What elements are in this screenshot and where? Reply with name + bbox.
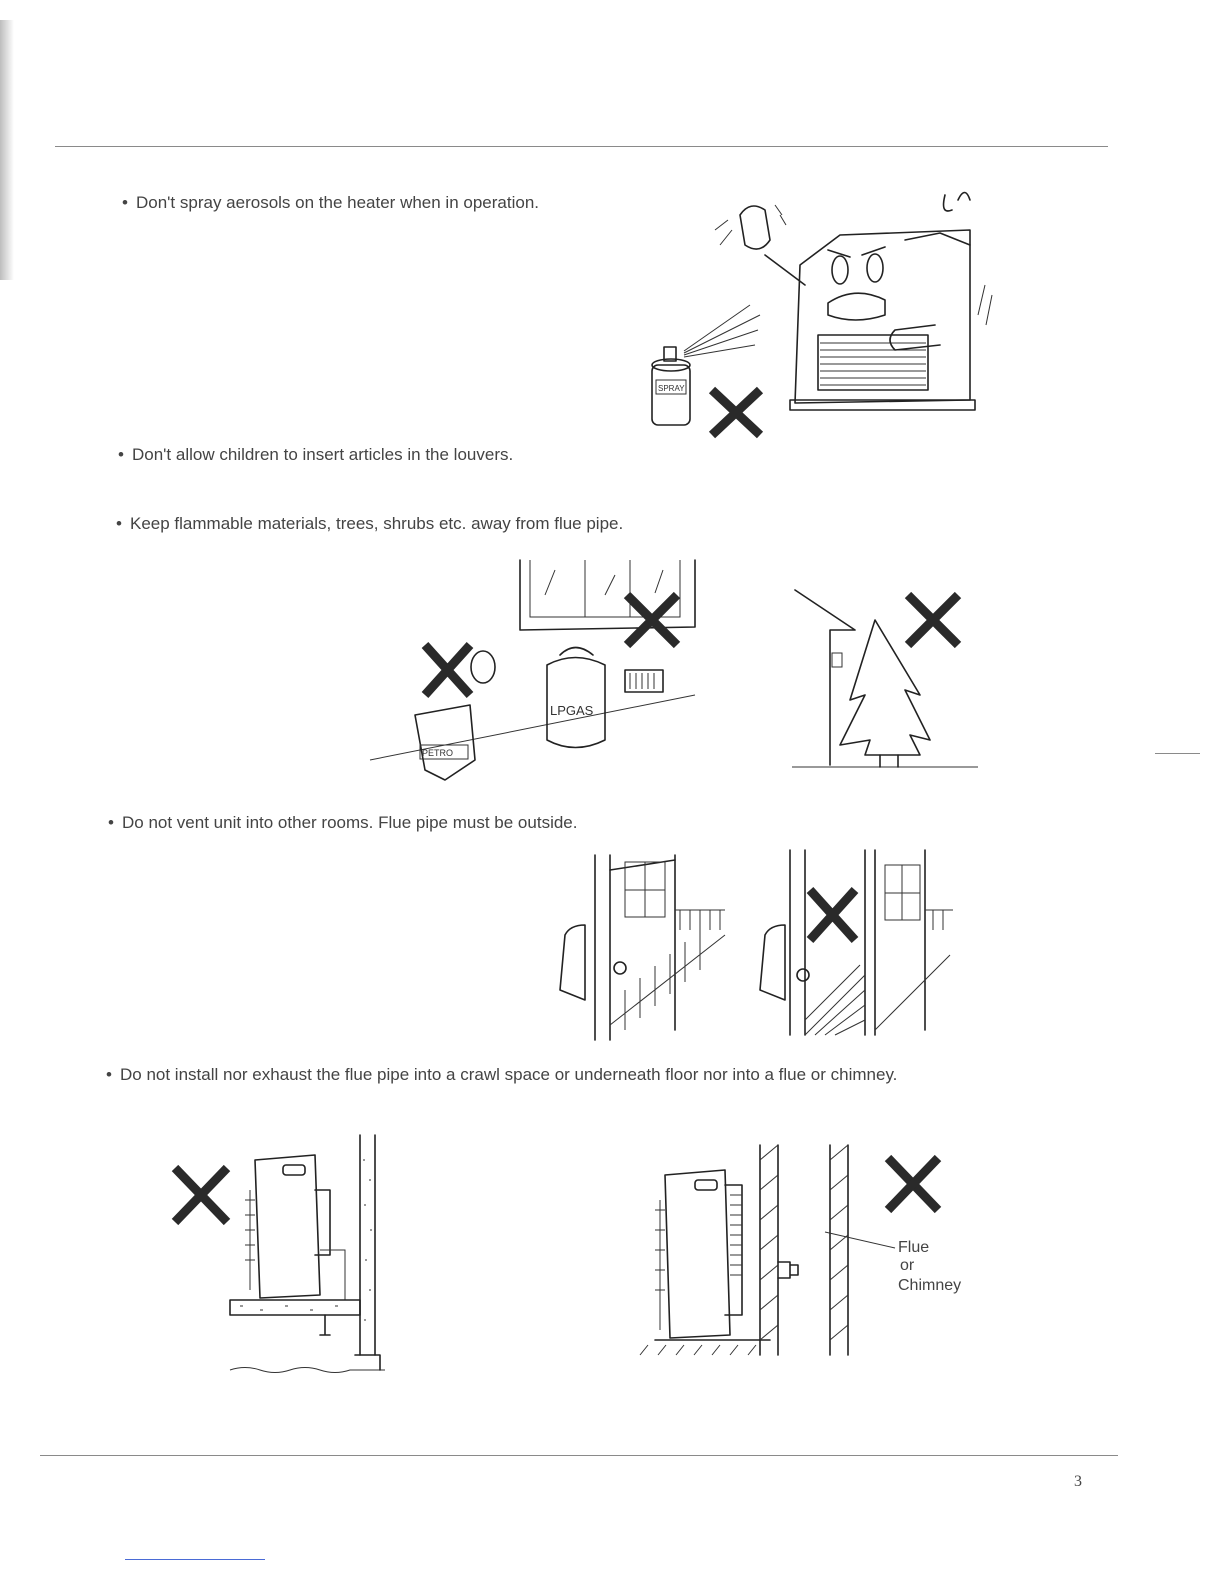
scan-edge-shadow: [0, 20, 14, 280]
bullet-crawl-space: [106, 1064, 986, 1086]
flammables-illustration: [365, 555, 705, 790]
vent-outside-illustration: [555, 850, 730, 1045]
bullet-text: Keep flammable materials, trees, shrubs etc. away from flue pipe.: [130, 514, 624, 533]
bullet-text: Don't spray aerosols on the heater when in operation.: [136, 193, 539, 212]
chimney-label: Chimney: [898, 1277, 962, 1294]
top-rule: [55, 146, 1108, 147]
flue-label: Flue: [898, 1239, 930, 1256]
vent-inside-illustration: [755, 845, 955, 1045]
chimney-illustration: [630, 1140, 990, 1370]
bullet-aerosols: [122, 192, 539, 214]
bullet-text: Do not install nor exhaust the flue pipe into a crawl space or underneath floor nor into a flue or chimney.: [120, 1065, 898, 1084]
margin-mark: [1155, 753, 1200, 754]
bullet-flammables: [116, 513, 623, 535]
footer-underline: [125, 1559, 265, 1560]
petrol-label: PETRO: [422, 748, 454, 758]
bullet-dot: •: [108, 813, 114, 832]
tree-illustration: [790, 585, 980, 775]
bullet-text: Don't allow children to insert articles in the louvers.: [132, 445, 514, 464]
page-number: 3: [1074, 1473, 1082, 1490]
spray-label: SPRAY: [658, 384, 685, 393]
bullet-dot: •: [122, 193, 128, 212]
bullet-vent-rooms: [108, 812, 577, 834]
bottom-rule: [40, 1455, 1118, 1456]
bullet-text: Do not vent unit into other rooms. Flue pipe must be outside.: [122, 813, 578, 832]
crawl-space-illustration: [165, 1130, 395, 1375]
lpgas-label: LPGAS: [550, 703, 594, 718]
bullet-dot: •: [106, 1065, 112, 1084]
bullet-dot: •: [118, 445, 124, 464]
bullet-dot: •: [116, 514, 122, 533]
or-label: or: [900, 1257, 915, 1274]
bullet-louvers: [118, 444, 513, 466]
aerosol-heater-illustration: [640, 185, 1020, 450]
